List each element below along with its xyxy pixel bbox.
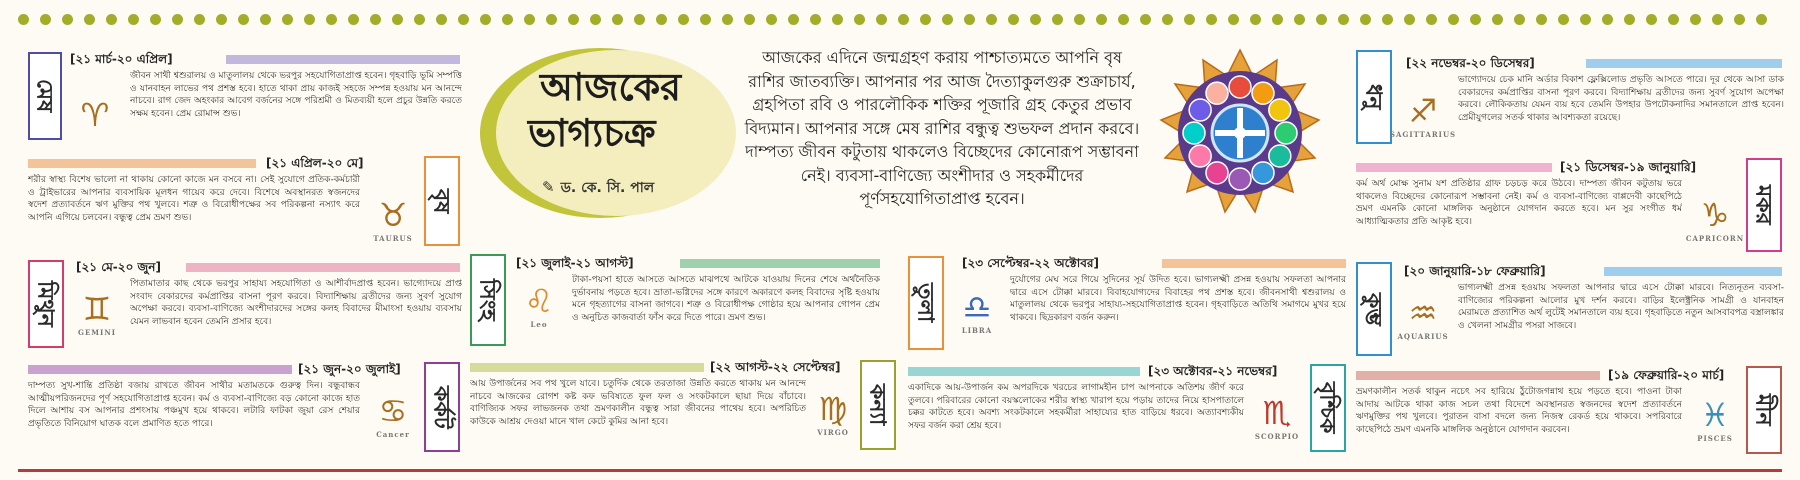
title-badge	[480, 48, 736, 218]
card-brischik	[906, 360, 1350, 458]
date-range: [১৯ ফেব্রুয়ারি-২০ মার্চ]	[1608, 368, 1725, 382]
border-dot	[238, 14, 249, 25]
ram-icon: ♈	[80, 96, 110, 134]
card-mesh	[26, 48, 464, 146]
border-dot	[656, 14, 667, 25]
wheel-sign-bubble	[1189, 99, 1211, 121]
border-dot	[942, 14, 953, 25]
wheel-sign-bubble	[1206, 82, 1228, 104]
sign-tab-kanya: কন্যা	[860, 360, 896, 450]
wheel-sign-bubble	[1229, 76, 1251, 98]
border-dot	[524, 14, 535, 25]
border-dot	[216, 14, 227, 25]
border-dot	[480, 14, 491, 25]
card-brish	[26, 152, 464, 252]
forecast-text: আয় উপার্জনের সব পথ খুলে যাবে। চতুর্দিক থেকে তরতাজা উন্নতি করতে থাকায় মন আনন্দে নাচবে আজকের রোগশ কষ্ট কফ ভবিষ্যতে ফুল ফল ও সংকটকালে ছায়া দিয়ে বাঁচাবে। বাণিজ্যিক সফর লাভজনক তথা ভ্রমণকালীন বন্ধুত্ব সারা জীবনের পাথেয় হবে। অপরিচিত কাউকে আশ্রয় দেওয়া মানে খাল কেটে কুমির আনা হবে।	[470, 379, 806, 427]
intro-paragraph: আজকের এদিনে জন্মগ্রহণ করায় পাশ্চাত্যমতে আপনি বৃষ রাশির জাতব্যক্তি। আপনার পর আজ দৈত্যাকুলগুরু শুক্রাচার্য, গ্রহপিতা রবি ও পারলৌকিক শক্তির পূজারি গ্রহ কেতুর প্রভাব বিদ্যমান। আপনার সঙ্গে মেষ রাশির বন্ধুত্ব শুভফল প্রদান করবে। দাম্পত্য জীবন কটুতায় থাকলেও বিচ্ছেদের কোনোরূপ সম্ভাবনা নেই। ব্যবসা-বাণিজ্যে অংশীদার ও সহকর্মীদের পূর্ণসহযোগিতাপ্রাপ্ত হবেন।	[744, 48, 1140, 208]
border-dot	[700, 14, 711, 25]
wheel-sign-bubble	[1206, 162, 1228, 184]
sign-tab-meen: মীন	[1746, 366, 1782, 454]
border-dot	[964, 14, 975, 25]
border-dot	[546, 14, 557, 25]
header-bar	[680, 259, 880, 268]
bottom-rule	[18, 469, 1782, 472]
header-bar	[186, 263, 460, 272]
border-dot	[128, 14, 139, 25]
border-dot	[1470, 14, 1481, 25]
sign-tab-dhanu: ধনু	[1356, 50, 1392, 144]
border-dot	[458, 14, 469, 25]
header-bar	[28, 365, 292, 374]
forecast-text: ভাগ্যোদয়ে চেক মানি অর্ডার বিকাশ ফ্লেক্সিলোড প্রভৃতি আসতে পারে। দূর থেকে আসা ডাক বেকারদের কর্মপ্রাপ্তির বাসনা পূরণ করবে। বিদ্যাশিক্ষায় ব্রতীদের জন্য সুবর্ণ সুযোগ অপেক্ষা করবে। লৌকিকতায় যেমন ব্যয় হবে তেমনি উপহার উপঢৌকনাদির সমানতালে প্রাপ্ত হবেন। প্রেমীযুগলের সতর্ক থাকার আবশ্যকতা রয়েছে।	[1458, 75, 1784, 123]
border-dot	[1162, 14, 1173, 25]
sign-tab-kumbha: কুম্ভ	[1356, 262, 1392, 356]
date-range: [২২ আগস্ট-২২ সেপ্টেম্বর]	[710, 360, 841, 374]
date-range: [২৩ সেপ্টেম্বর-২২ অক্টোবর]	[962, 256, 1099, 270]
border-dot	[1008, 14, 1019, 25]
border-dot	[62, 14, 73, 25]
border-dot	[1206, 14, 1217, 25]
forecast-text: দাম্পত্য সুখ-শান্তি প্রতিষ্ঠা বজায় রাখতে জীবন সাথীর মতামতকে গুরুত্ব দিন। বন্ধুবান্ধব আত্মীয়পরিজনদের পূর্ণ সহযোগিতাপ্রাপ্ত হবেন। কর্ম ও ব্যবসা-বাণিজ্যে বড় কোনো কাজে হাত দিলে আশায় বস আপনার প্রশংসায় পঞ্চমুখ হয়ে থাকবে। লটারি ফাটকা জুয়া রেস শেয়ার প্রভৃতিতে বিনিয়োগ ঘাতক বলে প্রমাণিত হতে পারে।	[28, 381, 360, 429]
border-dot	[810, 14, 821, 25]
border-dot	[1052, 14, 1063, 25]
border-dot	[1228, 14, 1239, 25]
border-dot	[502, 14, 513, 25]
border-dot	[436, 14, 447, 25]
card-karkat	[26, 358, 464, 458]
border-dot	[1514, 14, 1525, 25]
border-dot	[1624, 14, 1635, 25]
sign-tab-tula: তুলা	[908, 256, 944, 350]
date-range: [২১ মার্চ-২০ এপ্রিল]	[70, 52, 173, 66]
border-dot	[678, 14, 689, 25]
border-dot	[326, 14, 337, 25]
water-bearer-icon: ♒ AQUARIUS	[1397, 293, 1449, 341]
card-dhanu	[1354, 48, 1786, 152]
border-dot	[1316, 14, 1327, 25]
border-dot	[986, 14, 997, 25]
forecast-text: দুর্যোগের মেঘ সরে গিয়ে সুদিনের সূর্য উদিত হবে। ভাগ্যলক্ষ্মী প্রসন্ন হওয়ায় সফলতা আপনার দ্বারে এসে টোক্কা মারবে। বিবাহযোগ্যদের বিবাহের পথ প্রশস্ত হবে। জীবনসাথী শ্বশুরালয় ও মাতুলালয় থেকে ভরপুর সাহায্য-সহযোগিতাপ্রাপ্ত হবেন। গৃহবাড়িতে অতিথি সমাগমে মুখর হয়ে থাকবে। ছিদ্রকারণ বর্জন করুন।	[1010, 275, 1346, 323]
forecast-text: জীবন সাথী শ্বশুরালয় ও মাতুলালয় থেকে ভরপুর সহযোগিতাপ্রাপ্ত হবেন। গৃহবাড়ি ভূমি সম্পত্তি ও যানবাহন লাভের পথ প্রশস্ত হবে। হাতে থাকা প্রায় কাজই সহজে সম্পন্ন হওয়ায় মন আনন্দে নাচবে। রাগ জেদ অহংকার আবেগ বর্জনের সঙ্গে পরিশ্রমী ও মিতব্যয়ী হলে প্রচুর উন্নতি করতে সক্ষম হবেন। প্রেম রোমান্স শুভ।	[130, 71, 462, 119]
forecast-text: ভ্রমণকালীন সতর্ক থাকুন নচেৎ সব হারিয়ে ঠুঁটোজগন্নাথ হয়ে পড়তে হবে। পাওনা টাকা আদায় আটকে থাকা কাজ সচল তথা বিদেশে অবস্থানরত স্বজনদের স্বদেশ প্রত্যাবর্তনে ঋণমুক্তির পথ খুলবে। পুরাতন বাসা বদলে জন্য নিজস্ব রেকর্ড হয়ে থাকবে। সপরিবারে কাছেপিঠে ভ্রমণ এমনকি মাঙ্গলিক অনুষ্ঠানে যোগদান করবেন।	[1356, 387, 1682, 435]
pen-icon: ✎	[542, 178, 555, 196]
sign-tab-karkat: কর্কট	[424, 362, 460, 452]
border-dot	[854, 14, 865, 25]
wheel-sign-bubble	[1229, 168, 1251, 190]
border-dot	[568, 14, 579, 25]
card-kanya	[468, 356, 900, 458]
border-dot	[40, 14, 51, 25]
date-range: [২১ জুন-২০ জুলাই]	[298, 362, 401, 376]
border-dot	[1646, 14, 1657, 25]
date-range: [২১ ডিসেম্বর-১৯ জানুয়ারি]	[1560, 160, 1697, 174]
card-tula	[906, 252, 1350, 356]
zodiac-wheel-icon	[1155, 48, 1325, 218]
border-dot	[414, 14, 425, 25]
date-range: [২১ এপ্রিল-২০ মে]	[266, 156, 364, 170]
forecast-text: ভাগ্যলক্ষ্মী প্রসন্ন হওয়ায় সফলতা আপনার দ্বারে এসে টোক্কা মারবে। নিত্যনূতন ব্যবসা-বাণিজ্যের পরিকল্পনা আলোর মুখ দর্শন করবে। বাড়ির ইলেক্ট্রনিক সামগ্রী ও যানবাহন মেরামতে প্রত্যাশিত অর্থ লুটেই সমানতালে ব্যয় হবে। গৃহবাড়িতে নতুন আসবাবপত্র বস্ত্রালঙ্কার ও খেলনা সামগ্রীর পসরা সাজবে।	[1458, 283, 1784, 331]
border-dot	[1404, 14, 1415, 25]
border-dot	[18, 14, 29, 25]
wheel-sign-bubble	[1252, 82, 1274, 104]
border-dot	[1448, 14, 1459, 25]
border-dot	[1580, 14, 1591, 25]
forecast-text: শরীর স্বাস্থ্য বিশেষ ভালো না থাকায় কোনো কাজে মন বসবে না। সেই সুযোগে প্রতিক-কর্মচারী ও ট্রাইভারের আপনার ব্যবসায়িক মূলধন গায়েব করে দেবে। বিশেষে অবস্থানরত স্বজনদের স্বদেশ প্রত্যাবর্তনে ঋণ মুক্তির পথ খুলবে। শত্রু ও বিরোধীপক্ষের সব পরিকল্পনা নস্যাৎ করে আপনি এগিয়ে চলবেন। বন্ধুত্ব প্রেম ভ্রমণ শুভ।	[28, 175, 360, 223]
border-dot	[1096, 14, 1107, 25]
dotted-top-border	[18, 10, 1782, 26]
border-dot	[370, 14, 381, 25]
border-dot	[1118, 14, 1129, 25]
border-dot	[766, 14, 777, 25]
date-range: [২১ জুলাই-২১ আগস্ট]	[516, 256, 634, 270]
page-title-line2: ভাগ্যচক্র	[528, 110, 656, 155]
border-dot	[1756, 14, 1767, 25]
border-dot	[1360, 14, 1371, 25]
border-dot	[1558, 14, 1569, 25]
border-dot	[1338, 14, 1349, 25]
border-dot	[788, 14, 799, 25]
border-dot	[744, 14, 755, 25]
virgo-icon: ♍ VIRGO	[817, 389, 849, 437]
card-singha	[468, 252, 884, 352]
wheel-sign-bubble	[1269, 145, 1291, 167]
border-dot	[282, 14, 293, 25]
sign-tab-mithun: মিথুন	[28, 260, 64, 348]
border-dot	[1382, 14, 1393, 25]
border-dot	[1140, 14, 1151, 25]
date-range: [২০ জানুয়ারি-১৮ ফেব্রুয়ারি]	[1404, 264, 1546, 278]
border-dot	[1074, 14, 1085, 25]
border-dot	[722, 14, 733, 25]
twins-icon: ♊ GEMINI	[77, 289, 116, 337]
forecast-text: কর্ম অর্থ মোক্ষ সুনাম যশ প্রতিষ্ঠার গ্রাফ চড়চড় করে উঠবে। দাম্পত্য জীবন কটুতায় ভরে থাকলেও বিচ্ছেদের কোনোরূপ সম্ভাবনা নেই। কর্ম ও ব্যবসা-বাণিজ্যে বাপ্পদেবী কাছেপিঠে ভ্রমণ এমনকি কোনো মাঙ্গলিক অনুষ্ঠানে যোগদান করতে হবে। মন সুর সংগীত ধর্ম আধ্যাত্মিকতার প্রতি আকৃষ্ট হবে।	[1356, 179, 1682, 227]
border-dot	[1690, 14, 1701, 25]
border-dot	[106, 14, 117, 25]
scorpion-icon: ♏ SCORPIO	[1254, 393, 1300, 441]
border-dot	[634, 14, 645, 25]
crab-icon: ♋ Cancer	[376, 391, 410, 439]
date-range: [২১ মে-২০ জুন]	[76, 260, 161, 274]
card-makar	[1354, 156, 1786, 256]
sign-tab-brischik: বৃশ্চিক	[1310, 364, 1346, 452]
sign-tab-mesh: মেষ	[28, 52, 62, 140]
header-bar	[226, 55, 460, 64]
header-bar	[1356, 163, 1552, 172]
border-dot	[304, 14, 315, 25]
wheel-sign-bubble	[1275, 122, 1297, 144]
wheel-sign-bubble	[1269, 99, 1291, 121]
lion-icon: ♌ Leo	[524, 281, 554, 329]
forecast-text: একাদিকে আয়-উপার্জন কম অপরদিকে খরচের লাগামহীন চাপ আপনাকে অতিশয় জীর্ণ করে তুলবে। পরিবারের কোনো বয়স্কলোকের শরীর স্বাস্থ্য খারাপ হয়ে পড়ায় তাদের নিয়ে হাসপাতালে চক্কর কাটতে হবে। অবশ্য সংকটকালে সহকর্মীরা সাহায্যের হাত বাড়িয়ে ধরবে। অত্যাবশ্যকীয় সফর বর্জন করা শ্রেয় হবে।	[908, 383, 1244, 431]
border-dot	[348, 14, 359, 25]
border-dot	[1536, 14, 1547, 25]
header-bar	[28, 159, 256, 168]
border-dot	[1734, 14, 1745, 25]
sign-tab-brish: বৃষ	[424, 156, 460, 246]
border-dot	[194, 14, 205, 25]
border-dot	[612, 14, 623, 25]
border-dot	[1294, 14, 1305, 25]
wheel-sign-bubble	[1252, 162, 1274, 184]
border-dot	[1712, 14, 1723, 25]
sign-tab-makar: মকর	[1746, 158, 1782, 252]
border-dot	[876, 14, 887, 25]
fish-icon: ♓ PISCES	[1697, 395, 1733, 443]
border-dot	[1602, 14, 1613, 25]
wheel-sign-bubble	[1189, 145, 1211, 167]
wheel-sign-bubble	[1183, 122, 1205, 144]
border-dot	[260, 14, 271, 25]
card-kumbha	[1354, 260, 1786, 360]
border-dot	[1668, 14, 1679, 25]
border-dot	[832, 14, 843, 25]
border-dot	[1184, 14, 1195, 25]
card-meen	[1354, 364, 1786, 460]
header-bar	[908, 367, 1140, 376]
border-dot	[84, 14, 95, 25]
border-dot	[150, 14, 161, 25]
date-range: [২৩ অক্টোবর-২১ নভেম্বর]	[1148, 364, 1278, 378]
bull-icon: ♉ TAURUS	[373, 195, 413, 243]
forecast-text: পিতামাতার কাছ থেকে ভরপুর সাহায্য সহযোগিতা ও আশীর্বাদপ্রাপ্ত হবেন। ভাগ্যোদয়ে প্রাপ্ত সংবাদ বেকারদের কর্মপ্রাপ্তির বাসনা পূরণ করবে। বিদ্যাশিক্ষায় ব্রতীদের জন্য সুবর্ণ সুযোগ অপেক্ষা করবে। ব্যবসা-বাণিজ্যে অংশীদারদের সঙ্গের কলহ বিবাদের মীমাংসা হওয়ায় ব্যবসায় যেমন লাভবান হবেন তেমনি প্রসার হবে।	[130, 279, 462, 327]
page-title-line1: আজকের	[540, 64, 682, 109]
border-dot	[920, 14, 931, 25]
goat-icon: ♑ CAPRICORN	[1685, 195, 1745, 243]
card-mithun	[26, 256, 464, 354]
scales-icon: ♎ LIBRA	[961, 287, 993, 335]
forecast-text: টাকা-পয়সা হাতে আসতে আসতে মাঝপথে আটকে যাওয়ায় দিনের শেষে অর্থনৈতিক দুর্ভাবনায় পড়তে হবে। ভ্রাতা-ভগ্নিদের সঙ্গে কারণে অকারণে কলহ বিবাদের সৃষ্টি হওয়ায় মনে গৃহত্যাগের বাসনা জাগবে। শত্রু ও বিরোধীপক্ষ গোষ্ঠার হয়ে আপনার গোপন প্রেম ও অনুচিত কাজবার্তা ফাঁস করে দিতে পারে। ভ্রমণ শুভ।	[572, 275, 880, 323]
header-bar	[1604, 267, 1782, 276]
header-bar	[470, 363, 704, 372]
border-dot	[898, 14, 909, 25]
header-bar	[1586, 59, 1782, 68]
border-dot	[1272, 14, 1283, 25]
header-bar	[1356, 371, 1600, 380]
border-dot	[1250, 14, 1261, 25]
border-dot	[392, 14, 403, 25]
header-bar	[1162, 259, 1346, 268]
author-byline: ✎ ড. কে. সি. পাল	[542, 178, 655, 196]
border-dot	[172, 14, 183, 25]
date-range: [২২ নভেম্বর-২০ ডিসেম্বর]	[1406, 56, 1535, 70]
border-dot	[1030, 14, 1041, 25]
sign-tab-singha: সিংহ	[470, 254, 506, 346]
border-dot	[1492, 14, 1503, 25]
archer-icon: ♐ SAGITTARIUS	[1389, 91, 1457, 139]
border-dot	[590, 14, 601, 25]
border-dot	[1426, 14, 1437, 25]
